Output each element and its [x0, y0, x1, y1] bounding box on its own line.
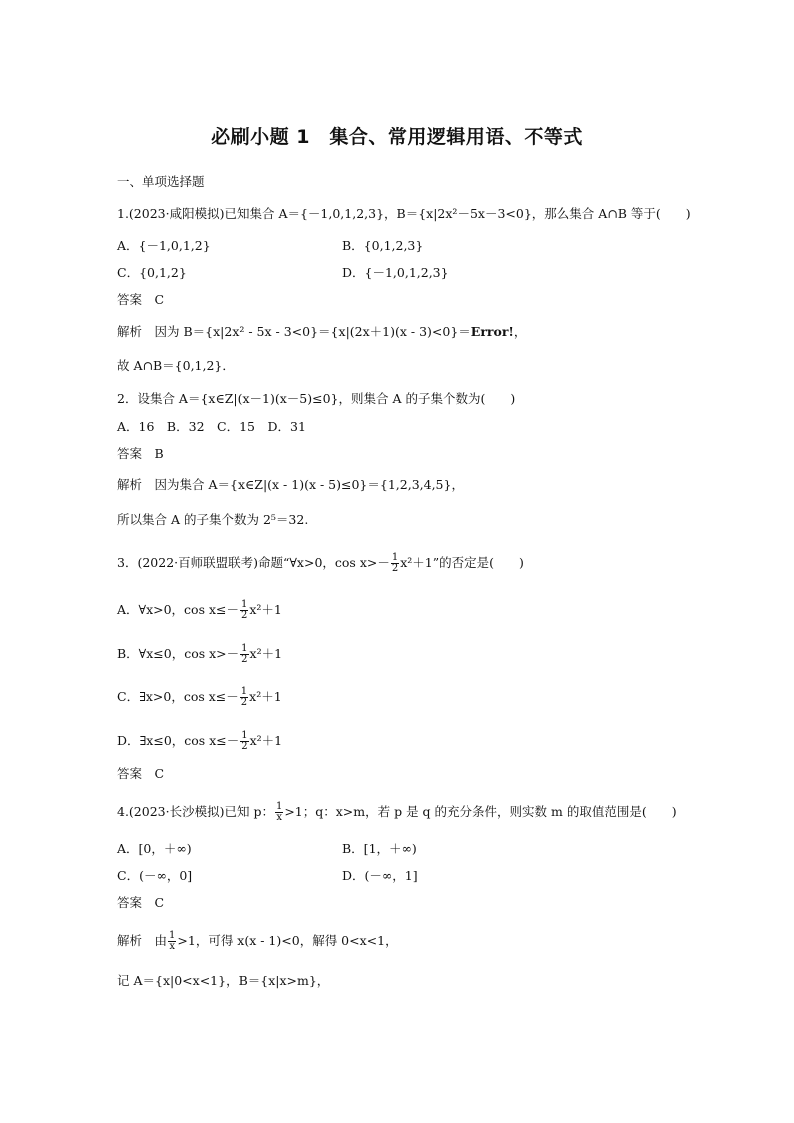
q2-analysis-line1: 解析 因为集合 A＝{x∈Z|(x - 1)(x - 5)≤0}＝{1,2,3,4,5}，: [117, 477, 464, 492]
q3-stem-part2: x²＋1”的否定是( ): [400, 555, 524, 570]
q4-analysis-part2: >1，可得 x(x - 1)<0，解得 0<x<1，: [177, 933, 398, 948]
q4-analysis-fraction: [168, 931, 176, 952]
q1-option-c: C．{0,1,2}: [117, 265, 187, 280]
option-text-end: x²＋1: [249, 733, 283, 748]
q4-option-b: B．[1，＋∞): [342, 841, 417, 856]
q4-analysis-line1: [117, 931, 398, 952]
q4-answer: 答案 C: [117, 895, 165, 910]
option-text: B．∀x≤0，cos x>－: [117, 646, 240, 661]
fraction-numerator: 1: [240, 686, 248, 697]
option-text: D．∃x≤0，cos x≤－: [117, 733, 240, 748]
q1-analysis-line1: [117, 324, 526, 340]
fraction-numerator: 1: [169, 930, 176, 941]
option-text-end: x²＋1: [249, 689, 282, 704]
q1-stem: 1.(2023·咸阳模拟)已知集合 A＝{－1,0,1,2,3}，B＝{x|2x²－5x－3<0}，那么集合 A∩B 等于( ): [117, 206, 691, 221]
q1-option-b: B．{0,1,2,3}: [342, 238, 424, 253]
q2-answer: 答案 B: [117, 446, 164, 461]
q4-analysis-line2: 记 A＝{x|0<x<1}，B＝{x|x>m}，: [117, 973, 330, 988]
option-fraction: [240, 731, 248, 752]
fraction-denominator: 2: [241, 610, 248, 621]
q3-option-b: [117, 644, 282, 665]
q3-option-d: [117, 731, 282, 752]
option-fraction: [240, 600, 248, 621]
fraction-denominator: 2: [240, 697, 248, 708]
option-text-end: x²＋1: [249, 602, 282, 617]
q3-stem: [117, 553, 524, 574]
fraction-denominator: 2: [241, 741, 248, 752]
q1-error-text: Error!: [470, 324, 514, 339]
option-fraction: [240, 644, 248, 665]
q3-option-c: [117, 687, 282, 708]
fraction-denominator: x: [276, 812, 282, 823]
fraction-numerator: 1: [241, 730, 248, 741]
q3-stem-part1: 3．(2022·百师联盟联考)命题“∀x>0，cos x>－: [117, 555, 390, 570]
q4-fraction: [275, 802, 283, 823]
q1-option-a: A．{－1,0,1,2}: [117, 238, 211, 253]
fraction-numerator: 1: [241, 643, 248, 654]
option-text-end: x²＋1: [249, 646, 283, 661]
fraction-denominator: 2: [391, 563, 399, 574]
q1-analysis-end: ，: [513, 324, 527, 339]
q4-analysis-part1: 解析 由: [117, 933, 168, 948]
q4-stem-part1: 4.(2023·长沙模拟)已知 p：: [117, 804, 274, 819]
q1-answer: 答案 C: [117, 292, 165, 307]
fraction-numerator: 1: [241, 599, 248, 610]
fraction-numerator: 1: [391, 552, 399, 563]
fraction-numerator: 1: [275, 801, 283, 812]
q1-analysis-text: 解析 因为 B＝{x|2x² - 5x - 3<0}＝{x|(2x＋1)(x - 3)<0}＝: [117, 324, 471, 339]
option-text: C．∃x>0，cos x≤－: [117, 689, 239, 704]
q4-stem-part2: >1；q：x>m，若 p 是 q 的充分条件，则实数 m 的取值范围是( ): [284, 804, 677, 819]
q3-answer: 答案 C: [117, 766, 165, 781]
q3-fraction: [391, 553, 399, 574]
q4-option-c: C．(－∞，0]: [117, 868, 193, 883]
q3-option-a: [117, 600, 282, 621]
page-title: 必刷小题 1 集合、常用逻辑用语、不等式: [211, 126, 583, 148]
q4-stem: [117, 802, 677, 823]
q4-option-d: D．(－∞，1]: [342, 868, 418, 883]
q2-options: A．16 B．32 C．15 D．31: [117, 419, 306, 434]
fraction-denominator: x: [169, 941, 176, 952]
q2-analysis-line2: 所以集合 A 的子集个数为 2⁵＝32.: [117, 512, 309, 527]
option-text: A．∀x>0，cos x≤－: [117, 602, 239, 617]
q1-option-d: D．{－1,0,1,2,3}: [342, 265, 449, 280]
section-heading: 一、单项选择题: [117, 174, 205, 189]
q4-option-a: A．[0，＋∞): [117, 841, 192, 856]
q1-analysis-line2: 故 A∩B＝{0,1,2}．: [117, 358, 235, 373]
option-fraction: [240, 687, 248, 708]
fraction-denominator: 2: [241, 654, 248, 665]
q2-stem: 2．设集合 A＝{x∈Z|(x－1)(x－5)≤0}，则集合 A 的子集个数为( ): [117, 391, 516, 406]
